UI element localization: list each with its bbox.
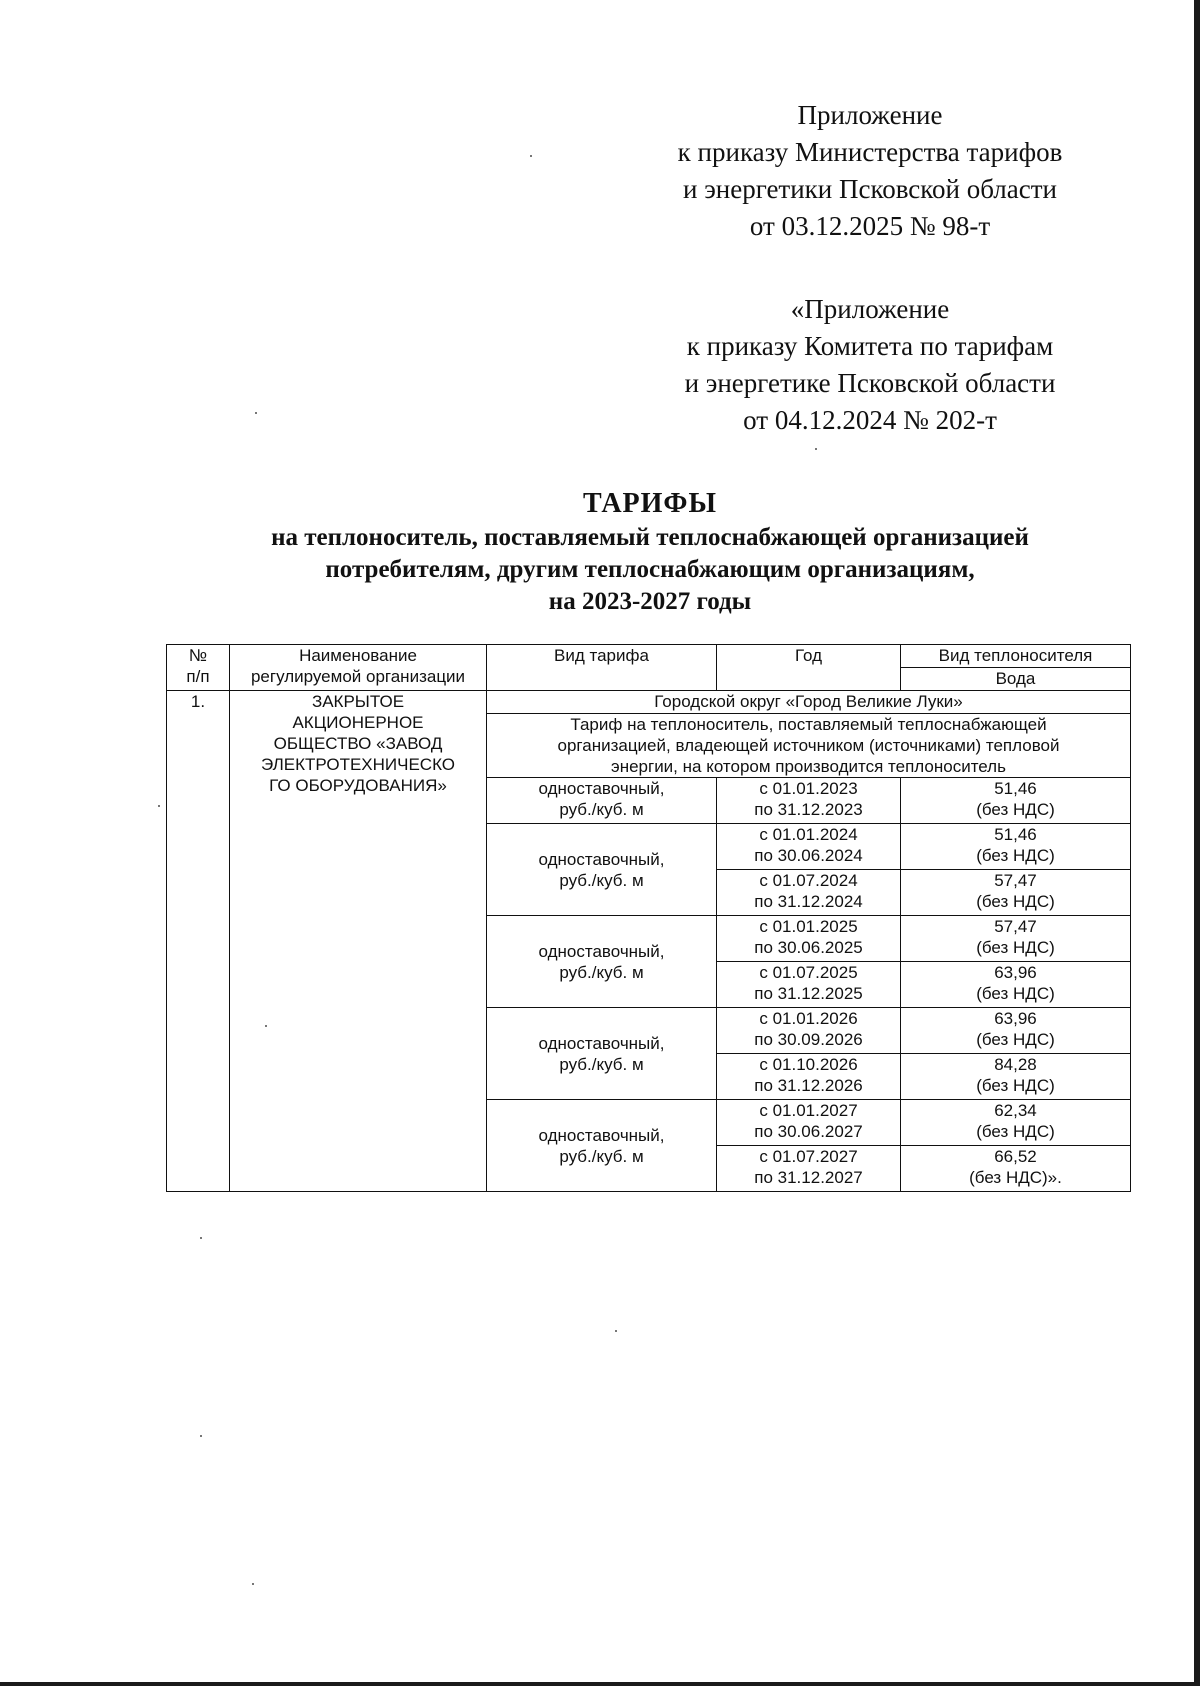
appendix-previous-line3: и энергетике Псковской области xyxy=(684,368,1056,398)
period-cell xyxy=(717,1100,901,1146)
tariff-vat: (без НДС) xyxy=(976,938,1055,957)
tariff-value: 62,34 xyxy=(994,1101,1037,1120)
tariff-vat: (без НДС) xyxy=(976,1122,1055,1141)
tariff-value: 51,46 xyxy=(994,825,1037,844)
scan-speck xyxy=(530,155,532,157)
tariff-value: 51,46 xyxy=(994,779,1037,798)
period-from: с 01.07.2027 xyxy=(759,1147,858,1166)
page-edge-right xyxy=(1194,0,1200,1686)
tariff-value: 57,47 xyxy=(994,871,1037,890)
header-number xyxy=(167,645,230,691)
document-title xyxy=(150,486,1150,618)
scan-speck xyxy=(200,1237,202,1239)
organization-line4: ЭЛЕКТРОТЕХНИЧЕСКО xyxy=(260,755,456,774)
period-to: по 30.09.2026 xyxy=(754,1030,863,1049)
appendix-previous-line2: к приказу Комитета по тарифам xyxy=(686,331,1054,361)
scan-speck xyxy=(252,1583,254,1585)
period-to: по 31.12.2025 xyxy=(754,984,863,1003)
tariff-value-cell xyxy=(901,962,1131,1008)
tariff-vat: (без НДС) xyxy=(976,892,1055,911)
period-to: по 31.12.2023 xyxy=(754,800,863,819)
page-edge-bottom xyxy=(0,1682,1200,1686)
tariff-kind xyxy=(487,1100,717,1192)
tariff-vat: (без НДС)». xyxy=(969,1168,1062,1187)
period-to: по 30.06.2024 xyxy=(754,846,863,865)
period-from: с 01.07.2025 xyxy=(759,963,858,982)
appendix-current-line3: и энергетики Псковской области xyxy=(683,174,1057,204)
table-header-row xyxy=(167,645,1131,668)
tariff-description-line1: Тариф на теплоноситель, поставляемый теплоснабжающей xyxy=(570,715,1047,734)
title-line3: на 2023-2027 годы xyxy=(548,588,752,615)
tariff-kind-line1: одноставочный, xyxy=(538,1125,665,1145)
organization-line2: АКЦИОНЕРНОЕ xyxy=(292,713,424,732)
tariff-kind xyxy=(487,1008,717,1100)
tariff-value: 84,28 xyxy=(994,1055,1037,1074)
period-from: с 01.01.2027 xyxy=(759,1101,858,1120)
table-row xyxy=(167,691,1131,714)
tariff-kind-line2: руб./куб. м xyxy=(559,870,644,890)
header-organization-line1: Наименование xyxy=(299,646,417,665)
header-number-line1: № xyxy=(188,646,208,665)
appendix-previous-line4: от 04.12.2024 № 202-т xyxy=(743,405,997,435)
organization-line1: ЗАКРЫТОЕ xyxy=(311,692,405,711)
scan-speck xyxy=(815,448,817,450)
period-from: с 01.01.2023 xyxy=(759,779,858,798)
tariff-description xyxy=(487,714,1131,778)
tariff-description-line3: энергии, на котором производится теплоноситель xyxy=(611,757,1006,776)
tariff-value-cell xyxy=(901,916,1131,962)
tariff-kind-line2: руб./куб. м xyxy=(559,962,644,982)
tariff-value-cell xyxy=(901,1100,1131,1146)
title-main: ТАРИФЫ xyxy=(583,488,717,519)
tariff-value-cell xyxy=(901,870,1131,916)
organization-name xyxy=(230,691,487,1192)
tariff-kind-line2: руб./куб. м xyxy=(559,1146,644,1166)
period-cell xyxy=(717,1054,901,1100)
organization-line3: ОБЩЕСТВО «ЗАВОД xyxy=(273,734,443,753)
tariff-kind xyxy=(487,916,717,1008)
period-cell xyxy=(717,778,901,824)
tariff-vat: (без НДС) xyxy=(976,984,1055,1003)
period-from: с 01.07.2024 xyxy=(759,871,858,890)
tariff-vat: (без НДС) xyxy=(976,846,1055,865)
appendix-current-line4: от 03.12.2025 № 98-т xyxy=(749,211,991,241)
title-line2: потребителям, другим теплоснабжающим организациям, xyxy=(325,556,975,583)
period-from: с 01.01.2024 xyxy=(759,825,858,844)
tariff-value: 63,96 xyxy=(994,1009,1037,1028)
appendix-current-line2: к приказу Министерства тарифов xyxy=(677,137,1063,167)
organization-line5: ГО ОБОРУДОВАНИЯ» xyxy=(269,776,447,795)
tariff-value-cell xyxy=(901,1146,1131,1192)
tariff-kind-line2: руб./куб. м xyxy=(559,1054,644,1074)
tariff-kind-line1: одноставочный, xyxy=(538,1033,665,1053)
tariff-value: 57,47 xyxy=(994,917,1037,936)
period-from: с 01.01.2025 xyxy=(759,917,858,936)
appendix-previous-line1: «Приложение xyxy=(790,294,950,324)
header-number-line2: п/п xyxy=(186,667,210,686)
header-year: Год xyxy=(717,645,901,691)
tariff-description-line2: организацией, владеющей источником (источниками) тепловой xyxy=(557,736,1060,755)
tariff-kind xyxy=(487,778,717,824)
tariff-vat: (без НДС) xyxy=(976,1030,1055,1049)
appendix-previous-header xyxy=(640,291,1100,439)
tariff-value-cell xyxy=(901,1008,1131,1054)
scan-speck xyxy=(265,1025,267,1027)
scan-speck xyxy=(255,412,257,414)
scan-speck xyxy=(158,805,160,807)
period-to: по 31.12.2024 xyxy=(754,892,863,911)
tariff-kind xyxy=(487,824,717,916)
header-organization-line2: регулируемой организации xyxy=(250,667,466,686)
period-cell xyxy=(717,962,901,1008)
period-cell xyxy=(717,824,901,870)
tariff-kind-line2: руб./куб. м xyxy=(559,800,644,819)
tariff-kind-line1: одноставочный, xyxy=(538,779,665,798)
period-to: по 30.06.2027 xyxy=(754,1122,863,1141)
header-organization xyxy=(230,645,487,691)
tariff-value-cell xyxy=(901,778,1131,824)
tariff-vat: (без НДС) xyxy=(976,800,1055,819)
appendix-current-header xyxy=(640,97,1100,245)
period-from: с 01.01.2026 xyxy=(759,1009,858,1028)
tariff-value-cell xyxy=(901,824,1131,870)
period-cell xyxy=(717,1146,901,1192)
period-from: с 01.10.2026 xyxy=(759,1055,858,1074)
header-carrier-water: Вода xyxy=(901,668,1131,691)
tariff-value: 66,52 xyxy=(994,1147,1037,1166)
period-cell xyxy=(717,916,901,962)
period-cell xyxy=(717,1008,901,1054)
header-tariff-type: Вид тарифа xyxy=(487,645,717,691)
period-cell xyxy=(717,870,901,916)
period-to: по 31.12.2026 xyxy=(754,1076,863,1095)
title-line1: на теплоноситель, поставляемый теплоснабжающей организацией xyxy=(271,524,1029,551)
tariff-value: 63,96 xyxy=(994,963,1037,982)
district-name: Городской округ «Город Великие Луки» xyxy=(487,691,1131,714)
period-to: по 31.12.2027 xyxy=(754,1168,863,1187)
scan-speck xyxy=(615,1330,617,1332)
row-number: 1. xyxy=(167,691,230,1192)
tariff-table xyxy=(166,644,1131,1192)
tariff-kind-line1: одноставочный, xyxy=(538,849,665,869)
appendix-current-line1: Приложение xyxy=(797,100,943,130)
tariff-kind-line1: одноставочный, xyxy=(538,941,665,961)
period-to: по 30.06.2025 xyxy=(754,938,863,957)
header-carrier-type: Вид теплоносителя xyxy=(901,645,1131,668)
tariff-vat: (без НДС) xyxy=(976,1076,1055,1095)
tariff-value-cell xyxy=(901,1054,1131,1100)
scan-speck xyxy=(200,1435,202,1437)
